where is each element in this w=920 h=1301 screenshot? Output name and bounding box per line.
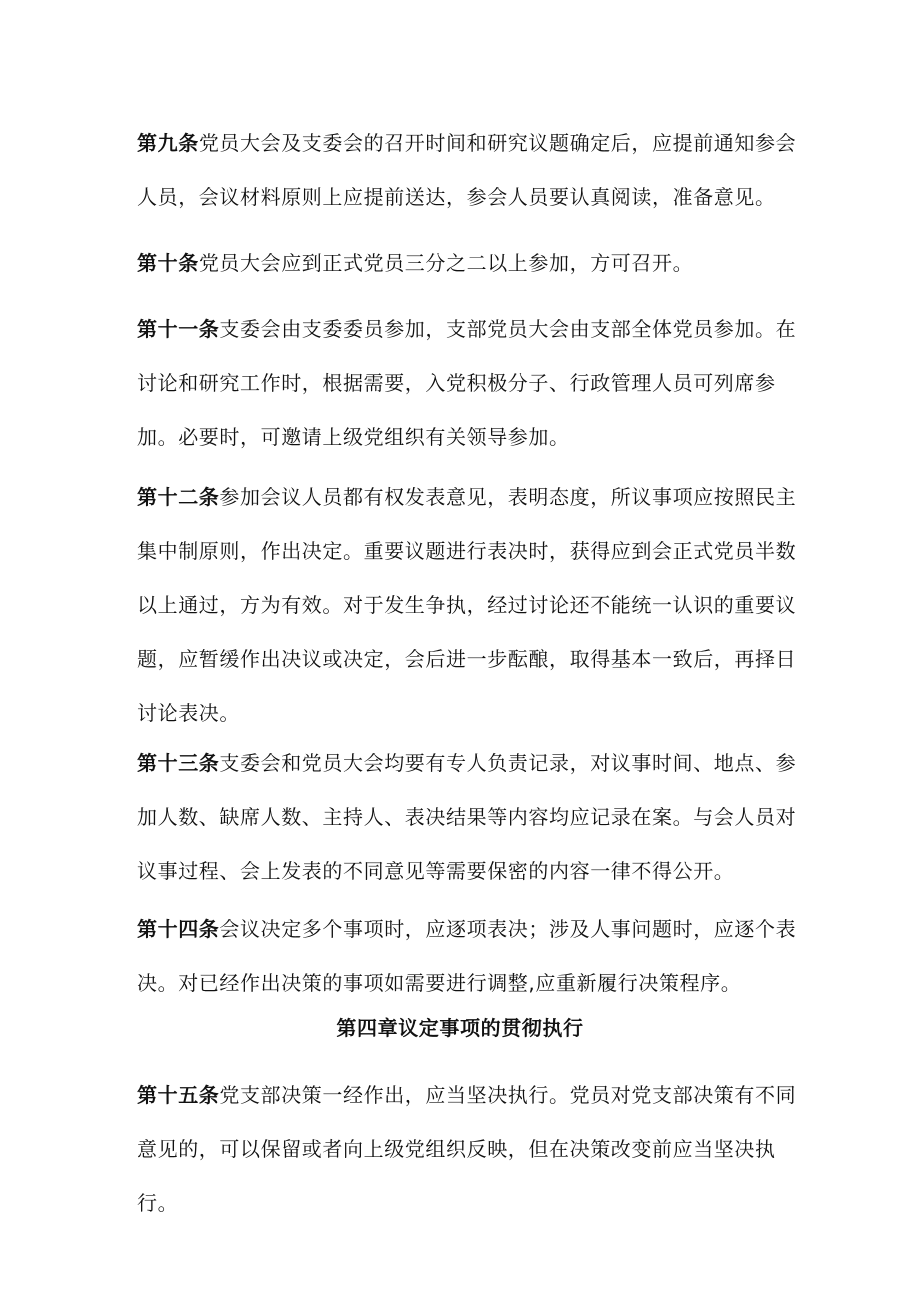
article-12-paragraph [137,470,797,740]
article-9-text: 党员大会及支委会的召开时间和研究议题确定后，应提前通知参会人员，会议材料原则上应提前送达，参会人员要认真阅读，准备意见。 [137,131,797,209]
article-15-label: 第十五条 [137,1083,220,1107]
article-10-text: 党员大会应到正式党员三分之二以上参加，方可召开。 [198,251,694,275]
article-12-label: 第十二条 [137,485,220,509]
article-14-paragraph [137,902,797,1010]
article-11-paragraph [137,302,797,464]
article-13-paragraph [137,736,797,898]
article-14-text: 会议决定多个事项时，应逐项表决；涉及人事问题时，应逐个表决。对已经作出决策的事项如需要进行调整,应重新履行决策程序。 [137,917,797,995]
article-9-paragraph [137,116,797,224]
article-11-text: 支委会由支委委员参加，支部党员大会由支部全体党员参加。在讨论和研究工作时，根据需要，入党积极分子、行政管理人员可列席参加。必要时，可邀请上级党组织有关领导参加。 [137,317,797,449]
article-15-paragraph [137,1068,797,1230]
article-12-text: 参加会议人员都有权发表意见，表明态度，所议事项应按照民主集中制原则，作出决定。重要议题进行表决时，获得应到会正式党员半数以上通过，方为有效。对于发生争执，经过讨论还不能统一认识的重要议题，应暂缓作出决议或决定，会后进一步酝酿，取得基本一致后，再择日讨论表决。 [137,485,797,725]
article-10-label: 第十条 [137,251,199,275]
article-14-label: 第十四条 [137,917,220,941]
article-13-label: 第十三条 [137,751,220,775]
article-11-label: 第十一条 [137,317,220,341]
article-15-text: 党支部决策一经作出，应当坚决执行。党员对党支部决策有不同意见的，可以保留或者向上级党组织反映，但在决策改变前应当坚决执行。 [137,1083,797,1215]
article-9-label: 第九条 [137,131,199,155]
chapter-heading: 第四章议定事项的贯彻执行 [336,1016,584,1040]
article-10-paragraph [137,236,797,290]
article-13-text: 支委会和党员大会均要有专人负责记录，对议事时间、地点、参加人数、缺席人数、主持人、表决结果等内容均应记录在案。与会人员对议事过程、会上发表的不同意见等需要保密的内容一律不得公开。 [137,751,797,883]
